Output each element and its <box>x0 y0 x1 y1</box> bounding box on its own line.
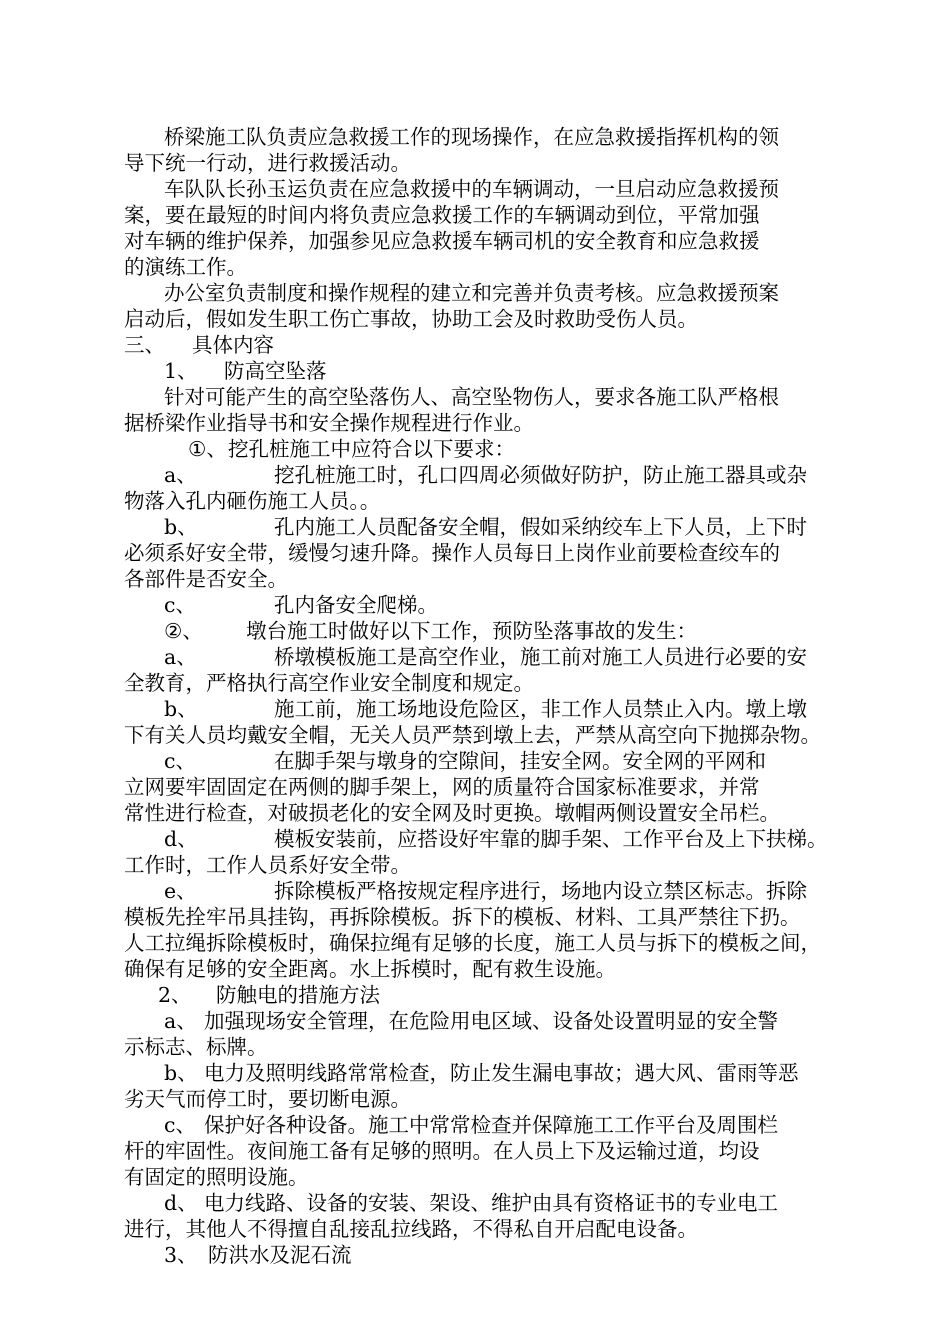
paragraph-line: 案，要在最短的时间内将负责应急救援工作的车辆调动到位，平常加强 <box>124 203 760 227</box>
item-heading <box>158 982 380 1008</box>
section-title: 具体内容 <box>192 333 274 357</box>
list-item <box>164 1190 778 1216</box>
paragraph-line: 工作时，工作人员系好安全带。 <box>124 853 411 877</box>
item-title: 防洪水及泥石流 <box>208 1243 352 1267</box>
paragraph-line: 模板先拴牢吊具挂钩，再拆除模板。拆下的模板、材料、工具严禁往下扔。 <box>124 905 801 929</box>
paragraph-line: 下有关人员均戴安全帽，无关人员严禁到墩上去，严禁从高空向下抛掷杂物。 <box>124 723 821 747</box>
list-marker: c、 <box>164 749 196 773</box>
list-text: 加强现场安全管理，在危险用电区域、设备处设置明显的安全警 <box>204 1009 778 1033</box>
paragraph-line: 对车辆的维护保养，加强参见应急救援车辆司机的安全教育和应急救援 <box>124 229 760 253</box>
paragraph-line: 各部件是否安全。 <box>124 567 288 591</box>
paragraph-line: 必须系好安全带，缓慢匀速升降。操作人员每日上岗作业前要检查绞车的 <box>124 541 780 565</box>
list-marker: d、 <box>164 827 198 851</box>
list-item <box>164 1060 799 1086</box>
list-text: 挖孔桩施工时，孔口四周必须做好防护，防止施工器具或杂 <box>274 463 807 487</box>
paragraph-line: 全教育，严格执行高空作业安全制度和规定。 <box>124 671 534 695</box>
paragraph-line: 示标志、标牌。 <box>124 1035 268 1059</box>
paragraph-line: 针对可能产生的高空坠落伤人、高空坠物伤人，要求各施工队严格根 <box>164 385 779 409</box>
paragraph-line: 办公室负责制度和操作规程的建立和完善并负责考核。应急救援预案 <box>164 281 779 305</box>
list-marker: e、 <box>164 879 197 903</box>
paragraph-line: 立网要牢固固定在两侧的脚手架上，网的质量符合国家标准要求，并常 <box>124 775 760 799</box>
list-item <box>164 748 766 774</box>
item-title: 防触电的措施方法 <box>216 983 380 1007</box>
list-text: 拆除模板严格按规定程序进行，场地内设立禁区标志。拆除 <box>274 879 807 903</box>
list-item <box>164 1008 778 1034</box>
paragraph-line: 的演练工作。 <box>124 255 247 279</box>
sub-heading <box>164 618 697 644</box>
list-text: 桥墩模板施工是高空作业，施工前对施工人员进行必要的安 <box>274 645 807 669</box>
list-text: 模板安装前，应搭设好牢靠的脚手架、工作平台及上下扶梯。 <box>274 827 828 851</box>
paragraph-line: 确保有足够的安全距离。水上拆模时，配有救生设施。 <box>124 957 616 981</box>
sub-title: 墩台施工时做好以下工作，预防坠落事故的发生： <box>246 619 697 643</box>
paragraph-line: 启动后，假如发生职工伤亡事故，协助工会及时救助受伤人员。 <box>124 307 698 331</box>
list-item <box>164 462 807 488</box>
list-item <box>164 696 807 722</box>
paragraph-line: 杆的牢固性。夜间施工备有足够的照明。在人员上下及运输过道，均设 <box>124 1139 760 1163</box>
paragraph-line: 有固定的照明设施。 <box>124 1165 309 1189</box>
sub-title: 挖孔桩施工中应符合以下要求： <box>228 437 515 461</box>
list-text: 电力及照明线路常常检查，防止发生漏电事故；遇大风、雷雨等恶 <box>204 1061 799 1085</box>
item-marker: 2、 <box>158 983 192 1007</box>
section-marker: 三、 <box>124 333 165 357</box>
list-text: 孔内备安全爬梯。 <box>274 593 438 617</box>
list-item <box>164 826 828 852</box>
list-item <box>164 592 438 618</box>
item-marker: 1、 <box>164 359 198 383</box>
item-marker: 3、 <box>164 1243 198 1267</box>
sub-marker: ①、 <box>188 437 227 461</box>
list-marker: d、 <box>164 1191 198 1215</box>
list-marker: b、 <box>164 697 198 721</box>
list-text: 保护好各种设备。施工中常常检查并保障施工工作平台及周围栏 <box>204 1113 778 1137</box>
list-marker: a、 <box>164 463 197 487</box>
list-marker: b、 <box>164 1061 198 1085</box>
paragraph-line: 进行，其他人不得擅自乱接乱拉线路，不得私自开启配电设备。 <box>124 1217 698 1241</box>
list-item <box>164 514 807 540</box>
item-title: 防高空坠落 <box>224 359 327 383</box>
list-item <box>164 644 807 670</box>
list-marker: b、 <box>164 515 198 539</box>
list-text: 孔内施工人员配备安全帽，假如采纳绞车上下人员，上下时 <box>274 515 807 539</box>
item-heading <box>164 1242 352 1268</box>
list-marker: a、 <box>164 1009 197 1033</box>
paragraph-line: 车队队长孙玉运负责在应急救援中的车辆调动，一旦启动应急救援预 <box>164 177 779 201</box>
section-heading <box>124 332 274 358</box>
sub-marker: ②、 <box>164 619 203 643</box>
list-text: 电力线路、设备的安装、架设、维护由具有资格证书的专业电工 <box>204 1191 778 1215</box>
paragraph-line: 导下统一行动，进行救援活动。 <box>124 151 411 175</box>
list-marker: c、 <box>164 593 196 617</box>
list-text: 在脚手架与墩身的空隙间，挂安全网。安全网的平网和 <box>274 749 766 773</box>
paragraph-line: 常性进行检查，对破损老化的安全网及时更换。墩帽两侧设置安全吊栏。 <box>124 801 780 825</box>
paragraph-line: 人工拉绳拆除模板时，确保拉绳有足够的长度，施工人员与拆下的模板之间， <box>124 931 821 955</box>
list-item <box>164 878 807 904</box>
list-text: 施工前，施工场地设危险区，非工作人员禁止入内。墩上墩 <box>274 697 807 721</box>
list-marker: c、 <box>164 1113 196 1137</box>
paragraph-line: 物落入孔内砸伤施工人员。。 <box>124 489 381 513</box>
list-item <box>164 1112 778 1138</box>
list-marker: a、 <box>164 645 197 669</box>
item-heading <box>164 358 327 384</box>
paragraph-line: 桥梁施工队负责应急救援工作的现场操作，在应急救援指挥机构的领 <box>164 125 779 149</box>
paragraph-line: 劣天气而停工时，要切断电源。 <box>124 1087 411 1111</box>
paragraph-line: 据桥梁作业指导书和安全操作规程进行作业。 <box>124 411 534 435</box>
sub-heading <box>188 436 515 462</box>
